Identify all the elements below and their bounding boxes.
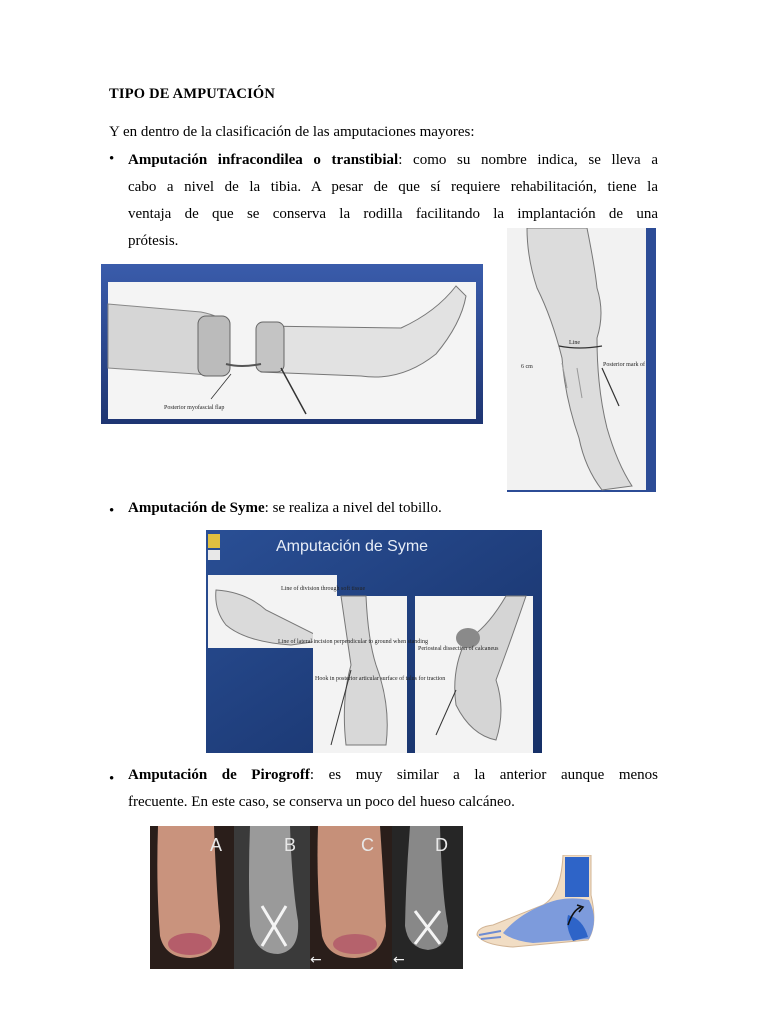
item-text: ventaja de que se conserva la rodilla facilitando la implantación de una bbox=[128, 206, 658, 222]
item-title: Amputación de Syme bbox=[128, 500, 265, 516]
list-item-syme bbox=[128, 495, 658, 522]
figure-label: Posterior myofascial flap bbox=[164, 405, 225, 411]
figure-pirogoff-xray bbox=[150, 826, 463, 969]
panel-label-a: A bbox=[210, 835, 223, 855]
item-text: : como su nombre indica, se lleva a bbox=[398, 152, 658, 168]
figure-label: Line of division through soft tissue bbox=[281, 586, 366, 592]
arrow-icon: ← bbox=[393, 952, 405, 968]
figure-label: Posterior mark of bbox=[603, 362, 645, 368]
panel-label-c: C bbox=[361, 835, 374, 855]
figure-label: Line of lateral incision perpendicular to ground when standing bbox=[278, 639, 428, 645]
arrow-icon: ← bbox=[310, 952, 322, 968]
panel-label-d: D bbox=[435, 835, 448, 855]
slide-title: Amputación de Syme bbox=[276, 538, 429, 555]
item-text: cabo a nivel de la tibia. A pesar de que sí requiere rehabilitación, tiene la bbox=[128, 179, 658, 195]
figure-foot-bones bbox=[473, 855, 603, 951]
bullet-icon: • bbox=[109, 771, 115, 787]
item-text: : se realiza a nivel del tobillo. bbox=[264, 500, 442, 516]
list-item-pirogoff bbox=[128, 762, 658, 816]
figure-label: Periosteal dissection of calcaneus bbox=[418, 646, 499, 652]
item-title: Amputación infracondilea o transtibial bbox=[128, 152, 399, 168]
bullet-icon: • bbox=[109, 151, 115, 167]
item-text: frecuente. En este caso, se conserva un poco del hueso calcáneo. bbox=[128, 794, 515, 810]
panel-label-b: B bbox=[284, 835, 297, 855]
figure-transtibial-leg bbox=[507, 228, 656, 492]
section-heading: TIPO DE AMPUTACIÓN bbox=[109, 86, 276, 102]
figure-transtibial-flap bbox=[101, 264, 483, 424]
intro-text: Y en dentro de la clasificación de las amputaciones mayores: bbox=[109, 124, 475, 140]
bullet-icon: • bbox=[109, 503, 115, 519]
item-title: Amputación de Pirogroff bbox=[128, 767, 310, 783]
figure-label: Hook in posterior articular surface of talus for traction bbox=[315, 676, 446, 682]
figure-syme-slide bbox=[206, 530, 542, 753]
figure-label: Line bbox=[569, 340, 580, 346]
item-text: : es muy similar a la anterior aunque menos bbox=[309, 767, 658, 783]
figure-label: 6 cm bbox=[521, 364, 533, 370]
item-text: prótesis. bbox=[128, 233, 179, 249]
